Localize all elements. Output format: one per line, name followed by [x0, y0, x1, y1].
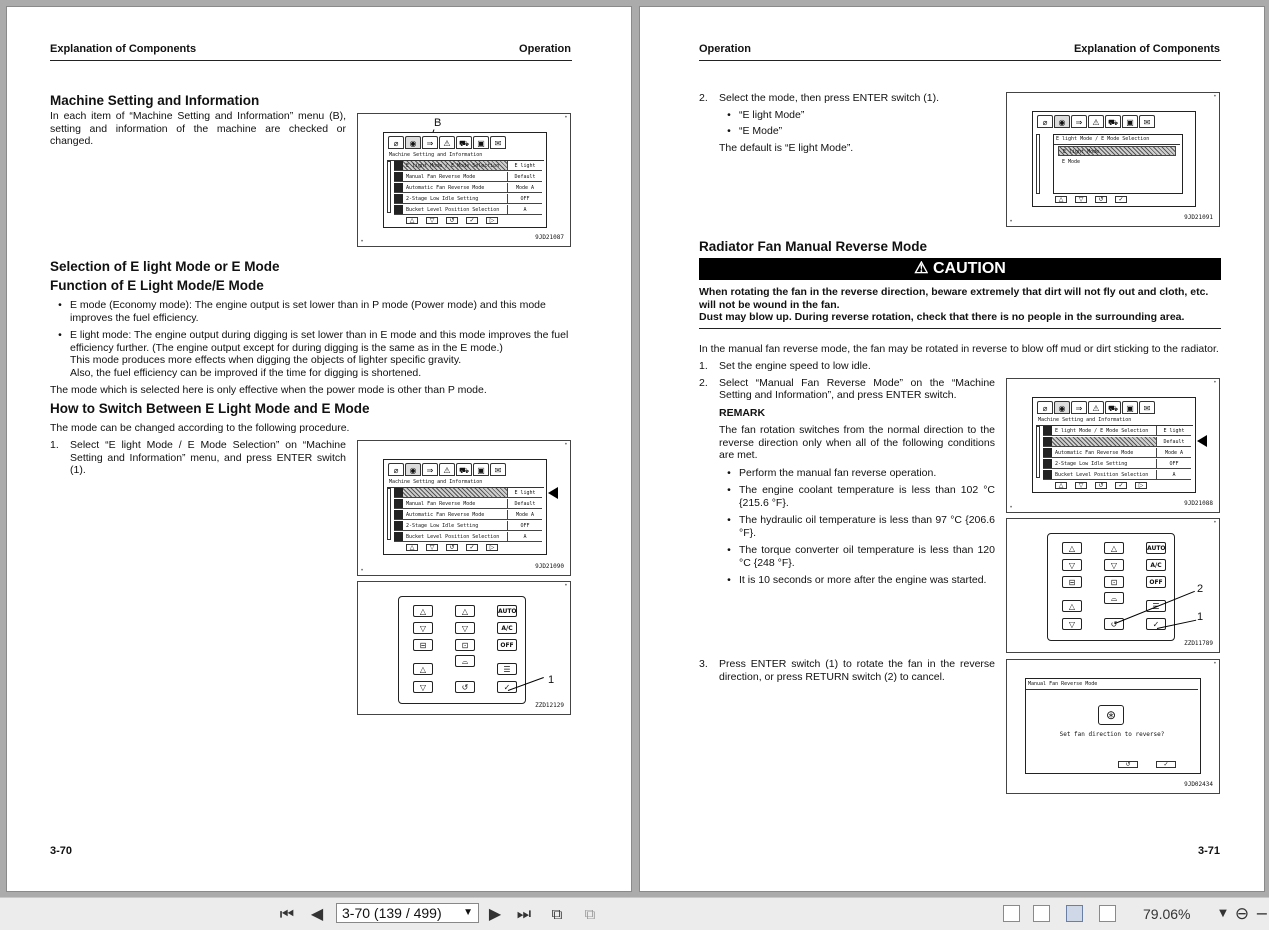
zoom-out-icon[interactable]: ⊖	[1234, 904, 1250, 924]
up-switch-icon: △	[455, 605, 475, 617]
enter-icon: ✓	[1115, 482, 1127, 489]
up-icon: △	[1055, 482, 1067, 489]
section-title: Machine Setting and Information	[50, 93, 260, 108]
list-item: • Perform the manual fan reverse operation.	[727, 466, 937, 479]
enter-switch-icon: ✓	[497, 681, 517, 693]
screen-button-bar	[1055, 482, 1147, 489]
menu-row: Manual Fan Reverse Mode Default	[394, 499, 542, 509]
fan-mode-switch-icon: ⊟	[1062, 576, 1082, 588]
next-page-icon[interactable]: ▶	[488, 904, 502, 923]
left-page	[6, 6, 632, 892]
up-switch-icon: △	[1104, 542, 1124, 554]
figure-mode-popup: • • ⌀ ◉ ⇒ ⚠ ⛟ ▣ ✉ E light Mode / E Mode Selection E light Mode E Mode △ ▽ ↺ ✓ 9JD21091	[1006, 92, 1220, 227]
caution-line: Dust may blow up. During reverse rotation, check that there is no people in the surrounding area.	[699, 311, 1185, 323]
menu-row: Automatic Fan Reverse Mode Mode A	[394, 510, 542, 520]
tab-icon: ◉	[1054, 115, 1070, 128]
tab-icon: ▣	[473, 463, 489, 476]
caution-text	[699, 286, 1223, 324]
return-icon: ↺	[446, 217, 458, 224]
screen-button-bar	[406, 544, 498, 551]
return-icon: ↺	[1095, 196, 1107, 203]
recirc-switch-icon: ⊡	[455, 639, 475, 651]
previous-page-icon[interactable]: ◀	[310, 904, 324, 923]
left-header-section: Operation	[519, 43, 571, 55]
enter-icon: ✓	[466, 217, 478, 224]
defroster-switch-icon: ⌓	[455, 655, 475, 667]
step-item: 2. Select the mode, then press ENTER switch (1).	[699, 92, 940, 104]
menu-tabs	[1037, 115, 1155, 129]
pointer-arrow-icon	[1197, 435, 1207, 447]
enter-icon: ✓	[1156, 761, 1176, 768]
right-header-title: Explanation of Components	[1073, 43, 1220, 55]
step-item: 3. Press ENTER switch (1) to rotate the fan in the reverse direction, or press RETURN switch (2) to cancel.	[699, 658, 995, 683]
step-item: 1. Select “E light Mode / E Mode Selection” on “Machine Setting and Information” menu, and press ENTER switch (1).	[50, 439, 346, 476]
tab-icon: ⌀	[1037, 401, 1053, 414]
figure-id: 9JD21088	[1184, 500, 1213, 507]
scrollbar	[387, 161, 391, 213]
list-item: • It is 10 seconds or more after the engine was started.	[727, 574, 987, 586]
menu-row: 2-Stage Low Idle Setting OFF	[1043, 459, 1191, 469]
page-number-input[interactable]: 3-70 (139 / 499) ▼	[336, 903, 479, 923]
up-icon: △	[1055, 196, 1067, 203]
tab-icon: ⇒	[422, 463, 438, 476]
tab-icon: ▣	[473, 136, 489, 149]
caution-line: When rotating the fan in the reverse direction, beware extremely that dirt will not fly out and cloth, etc. will not be wound in the fan.	[699, 286, 1209, 311]
step-list	[699, 360, 995, 587]
section-intro: In the manual fan reverse mode, the fan may be rotated in reverse to blow off mud or dirt sticking to the radiator.	[699, 343, 1219, 355]
tab-icon: ⌀	[1037, 115, 1053, 128]
previous-view-icon[interactable]: ⧉	[551, 905, 563, 923]
return-icon: ↺	[1118, 761, 1138, 768]
down-switch-icon: ▽	[455, 622, 475, 634]
tab-icon: ⛟	[1105, 401, 1121, 414]
step-item: 1. Set the engine speed to low idle.	[699, 360, 871, 372]
menu-row: Default	[1043, 437, 1191, 447]
page-number: 3-70	[50, 845, 73, 857]
figure-id: 9JD21087	[535, 234, 564, 241]
list-item: • E mode (Economy mode): The engine output is set lower than in P mode (Power mode) and this mode improves the fuel efficiency.	[58, 299, 546, 324]
down-icon: ▽	[426, 217, 438, 224]
continuous-view-icon[interactable]	[1033, 905, 1050, 922]
section-body: In each item of “Machine Setting and Information” menu (B), setting and information of the machine are checked or changed.	[50, 110, 346, 147]
figure-menu-screen: • • B ⌀ ◉ ⇒ ⚠ ⛟ ▣ ✉ Machine Setting and Information E light Mode / E Mode Selection E light Manual Fan Reverse Mode Default Automatic Fan Reverse Mode Mode A 2-Stage Low Idle Setting OFF Bucket Level Position Selection A △ ▽ ↺ ✓ ▷ 9JD21087	[357, 113, 571, 247]
menu-row: Automatic Fan Reverse Mode Mode A	[1043, 448, 1191, 458]
tab-icon: ⇒	[422, 136, 438, 149]
tab-icon: ⇒	[1071, 115, 1087, 128]
menu-title: Machine Setting and Information	[387, 478, 544, 488]
default-note: The default is “E light Mode”.	[719, 141, 854, 154]
up-switch-icon: △	[1062, 600, 1082, 612]
scrollbar	[1036, 134, 1040, 194]
screen-button-bar	[406, 217, 498, 224]
warning-icon: ⚠	[914, 260, 929, 277]
tab-icon: ▣	[1122, 401, 1138, 414]
zoom-level[interactable]: 79.06%	[1143, 906, 1191, 922]
section-intro: The mode can be changed according to the following procedure.	[50, 422, 350, 434]
menu-row: E light Mode / E Mode Selection E light	[1043, 426, 1191, 436]
tab-icon: ⚠	[439, 463, 455, 476]
figure-id: ZZD12129	[535, 702, 564, 709]
tab-icon: ⛟	[456, 136, 472, 149]
menu-title: Machine Setting and Information	[1036, 416, 1193, 426]
defroster-switch-icon: ⌓	[1104, 592, 1124, 604]
list-item: • E light mode: The engine output during digging is set lower than in E mode and this mode improves the fuel efficiency further. (The engine output except for during digging is the same as in the E mode.)	[58, 329, 569, 354]
ac-switch: A/C	[1146, 559, 1166, 571]
page-number: 3-71	[1197, 845, 1220, 857]
single-page-view-icon[interactable]	[1003, 905, 1020, 922]
figure-id: 9JD21091	[1184, 214, 1213, 221]
monitor-screen	[1025, 678, 1201, 774]
menu-switch-icon: ☰	[1146, 600, 1166, 612]
figure-menu-screen: • • ⌀ ◉ ⇒ ⚠ ⛟ ▣ ✉ Machine Setting and Information E light Mode / E Mode Selection E light Default Automatic Fan Reverse Mode Mode A 2-Stage Low Idle Setting OFF Bucket Level Position Selection A △ ▽ ↺ ✓ ▷ 9JD21088	[1006, 378, 1220, 513]
chevron-down-icon[interactable]: ▼	[1219, 908, 1227, 919]
up-switch-icon: △	[1062, 542, 1082, 554]
remark-title: REMARK	[719, 406, 766, 419]
menu-row: E light	[394, 488, 542, 498]
menu-row: Automatic Fan Reverse Mode Mode A	[394, 183, 542, 193]
down-icon: ▽	[426, 544, 438, 551]
tab-icon: ⛟	[1105, 115, 1121, 128]
figure-id: 9JD02434	[1184, 781, 1213, 788]
popup-option: E light Mode	[1058, 146, 1176, 156]
list-item: • The engine coolant temperature is less than 102 °C {215.6 °F}.	[727, 484, 995, 509]
mode-popup	[1053, 134, 1183, 194]
chevron-down-icon: ▼	[463, 907, 473, 918]
list-item: • The torque converter oil temperature is less than 120 °C {248 °F}.	[727, 544, 995, 569]
menu-title: Machine Setting and Information	[387, 151, 544, 161]
enter-icon: ✓	[466, 544, 478, 551]
step-item: 2. Select “Manual Fan Reverse Mode” on the “Machine Setting and Information”, and press ENTER switch.	[699, 376, 995, 401]
tab-icon: ✉	[490, 136, 506, 149]
monitor-screen	[383, 132, 547, 228]
off-switch: OFF	[497, 639, 517, 651]
figure-callout-number: 1	[1197, 611, 1204, 623]
return-switch-icon: ↺	[455, 681, 475, 693]
tab-icon: ⌀	[388, 136, 404, 149]
menu-tabs	[1037, 401, 1155, 415]
section-title: Function of E Light Mode/E Mode	[50, 278, 264, 293]
enter-icon: ✓	[1115, 196, 1127, 203]
down-icon: ▽	[1075, 196, 1087, 203]
down-switch-icon: ▽	[1062, 618, 1082, 630]
figure-switch-panel: • △ ▽ ⊟ △ ▽ ⊡ AUTO A/C OFF ⌓ △ ▽ ↺ ☰ ✓ 2 1 ZZD11789	[1006, 518, 1220, 653]
right-header-section: Operation	[699, 43, 751, 55]
monitor-screen	[383, 459, 547, 555]
remark-body: The fan rotation switches from the normal direction to the reverse direction only when all of the following conditions are met.	[719, 424, 995, 461]
right-page	[639, 6, 1265, 892]
scrollbar	[387, 488, 391, 540]
tab-icon: ⚠	[1088, 401, 1104, 414]
list-item: • “E Mode”	[727, 125, 783, 137]
tab-icon: ▣	[1122, 115, 1138, 128]
menu-row: Manual Fan Reverse Mode Default	[394, 172, 542, 182]
menu-tabs	[388, 463, 506, 477]
section-title: Radiator Fan Manual Reverse Mode	[699, 239, 928, 254]
last-page-icon[interactable]: ⏭	[516, 904, 532, 923]
caution-rule	[699, 328, 1221, 329]
section-title: How to Switch Between E Light Mode and E Mode	[50, 401, 370, 416]
caution-label: CAUTION	[932, 260, 1006, 277]
popup-option: E Mode	[1062, 159, 1081, 165]
menu-row: 2-Stage Low Idle Setting OFF	[394, 521, 542, 531]
pointer-arrow-icon	[548, 487, 558, 499]
figure-callout-label: B	[434, 117, 442, 129]
list-item: • The hydraulic oil temperature is less than 97 °C {206.6 °F}.	[727, 514, 995, 539]
fan-mode-switch-icon: ⊟	[413, 639, 433, 651]
menu-row: 2-Stage Low Idle Setting OFF	[394, 194, 542, 204]
next-view-icon[interactable]: ⧉	[584, 905, 596, 923]
tab-icon: ◉	[405, 463, 421, 476]
return-icon: ↺	[1095, 482, 1107, 489]
ac-switch: A/C	[497, 622, 517, 634]
menu-row: E light Mode / E Mode Selection E light	[394, 161, 542, 171]
tab-icon: ◉	[405, 136, 421, 149]
recirc-switch-icon: ⊡	[1104, 576, 1124, 588]
return-icon: ↺	[446, 544, 458, 551]
menu-tabs	[388, 136, 506, 150]
figure-callout-number: 1	[548, 674, 555, 686]
figure-callout-number: 2	[1197, 583, 1204, 595]
bullet-list	[50, 299, 575, 379]
down-switch-icon: ▽	[413, 681, 433, 693]
up-switch-icon: △	[413, 663, 433, 675]
list-item-continuation: Also, the fuel efficiency can be improved if the time for digging is shortened.	[70, 366, 422, 379]
scrollbar	[1036, 426, 1040, 478]
screen-button-bar	[1055, 196, 1127, 203]
first-page-icon[interactable]: ⏮	[279, 904, 295, 923]
menu-row: Bucket Level Position Selection A	[394, 532, 542, 542]
mode-note: The mode which is selected here is only effective when the power mode is other than P mode.	[50, 384, 487, 396]
menu-row: Bucket Level Position Selection A	[394, 205, 542, 215]
enter-switch-icon: ✓	[1146, 618, 1166, 630]
monitor-screen	[1032, 397, 1196, 493]
up-icon: △	[406, 544, 418, 551]
down-switch-icon: ▽	[1104, 559, 1124, 571]
header-rule	[50, 60, 572, 61]
skip-icon: ▷	[1135, 482, 1147, 489]
tab-icon: ⛟	[456, 463, 472, 476]
monitor-screen	[1032, 111, 1196, 207]
facing-view-icon[interactable]	[1066, 905, 1083, 922]
list-item: • “E light Mode”	[727, 108, 805, 121]
tab-icon: ◉	[1054, 401, 1070, 414]
down-icon: ▽	[1075, 482, 1087, 489]
figure-id: ZZD11789	[1184, 640, 1213, 647]
off-switch: OFF	[1146, 576, 1166, 588]
tab-icon: ⌀	[388, 463, 404, 476]
popup-title: E light Mode / E Mode Selection	[1054, 135, 1180, 145]
list-item-continuation: This mode produces more effects when digging the objects of lighter specific gravity.	[70, 354, 462, 366]
fan-reverse-icon: ⊛	[1098, 705, 1124, 725]
left-header-title: Explanation of Components	[50, 43, 197, 55]
zoom-in-icon[interactable]: −	[1255, 904, 1269, 923]
tab-icon: ⚠	[1088, 115, 1104, 128]
tab-icon: ✉	[1139, 401, 1155, 414]
auto-switch: AUTO	[497, 605, 517, 617]
switch-panel	[1047, 533, 1175, 641]
figure-id: 9JD21090	[535, 563, 564, 570]
viewer-toolbar	[0, 897, 1269, 930]
tab-icon: ⇒	[1071, 401, 1087, 414]
up-icon: △	[406, 217, 418, 224]
dialog-prompt: Set fan direction to reverse?	[1059, 731, 1165, 738]
step-block	[699, 92, 989, 154]
auto-switch: AUTO	[1146, 542, 1166, 554]
tab-icon: ⚠	[439, 136, 455, 149]
figure-menu-screen: • • ⌀ ◉ ⇒ ⚠ ⛟ ▣ ✉ Machine Setting and Information E light Manual Fan Reverse Mode Default Automatic Fan Reverse Mode Mode A 2-Stage Low Idle Setting OFF Bucket Level Position Selection A △ ▽ ↺ ✓ ▷ 9JD21090	[357, 440, 571, 576]
switch-panel	[398, 596, 526, 704]
return-switch-icon: ↺	[1104, 618, 1124, 630]
menu-row: Bucket Level Position Selection A	[1043, 470, 1191, 480]
skip-icon: ▷	[486, 217, 498, 224]
menu-switch-icon: ☰	[497, 663, 517, 675]
caution-banner	[699, 258, 1221, 280]
down-switch-icon: ▽	[413, 622, 433, 634]
figure-confirm-dialog: • Manual Fan Reverse Mode ⊛ Set fan direction to reverse? ↺ ✓ 9JD02434	[1006, 659, 1220, 794]
header-rule	[699, 60, 1221, 61]
down-switch-icon: ▽	[1062, 559, 1082, 571]
figure-switch-panel: • △ ▽ ⊟ △ ▽ ⊡ AUTO A/C OFF ⌓ △ ▽ ↺ ☰ ✓ 1 ZZD12129	[357, 581, 571, 715]
tab-icon: ✉	[490, 463, 506, 476]
continuous-facing-view-icon[interactable]	[1099, 905, 1116, 922]
up-switch-icon: △	[413, 605, 433, 617]
section-title: Selection of E light Mode or E Mode	[50, 259, 280, 274]
tab-icon: ✉	[1139, 115, 1155, 128]
dialog-title: Manual Fan Reverse Mode	[1026, 680, 1198, 690]
skip-icon: ▷	[486, 544, 498, 551]
